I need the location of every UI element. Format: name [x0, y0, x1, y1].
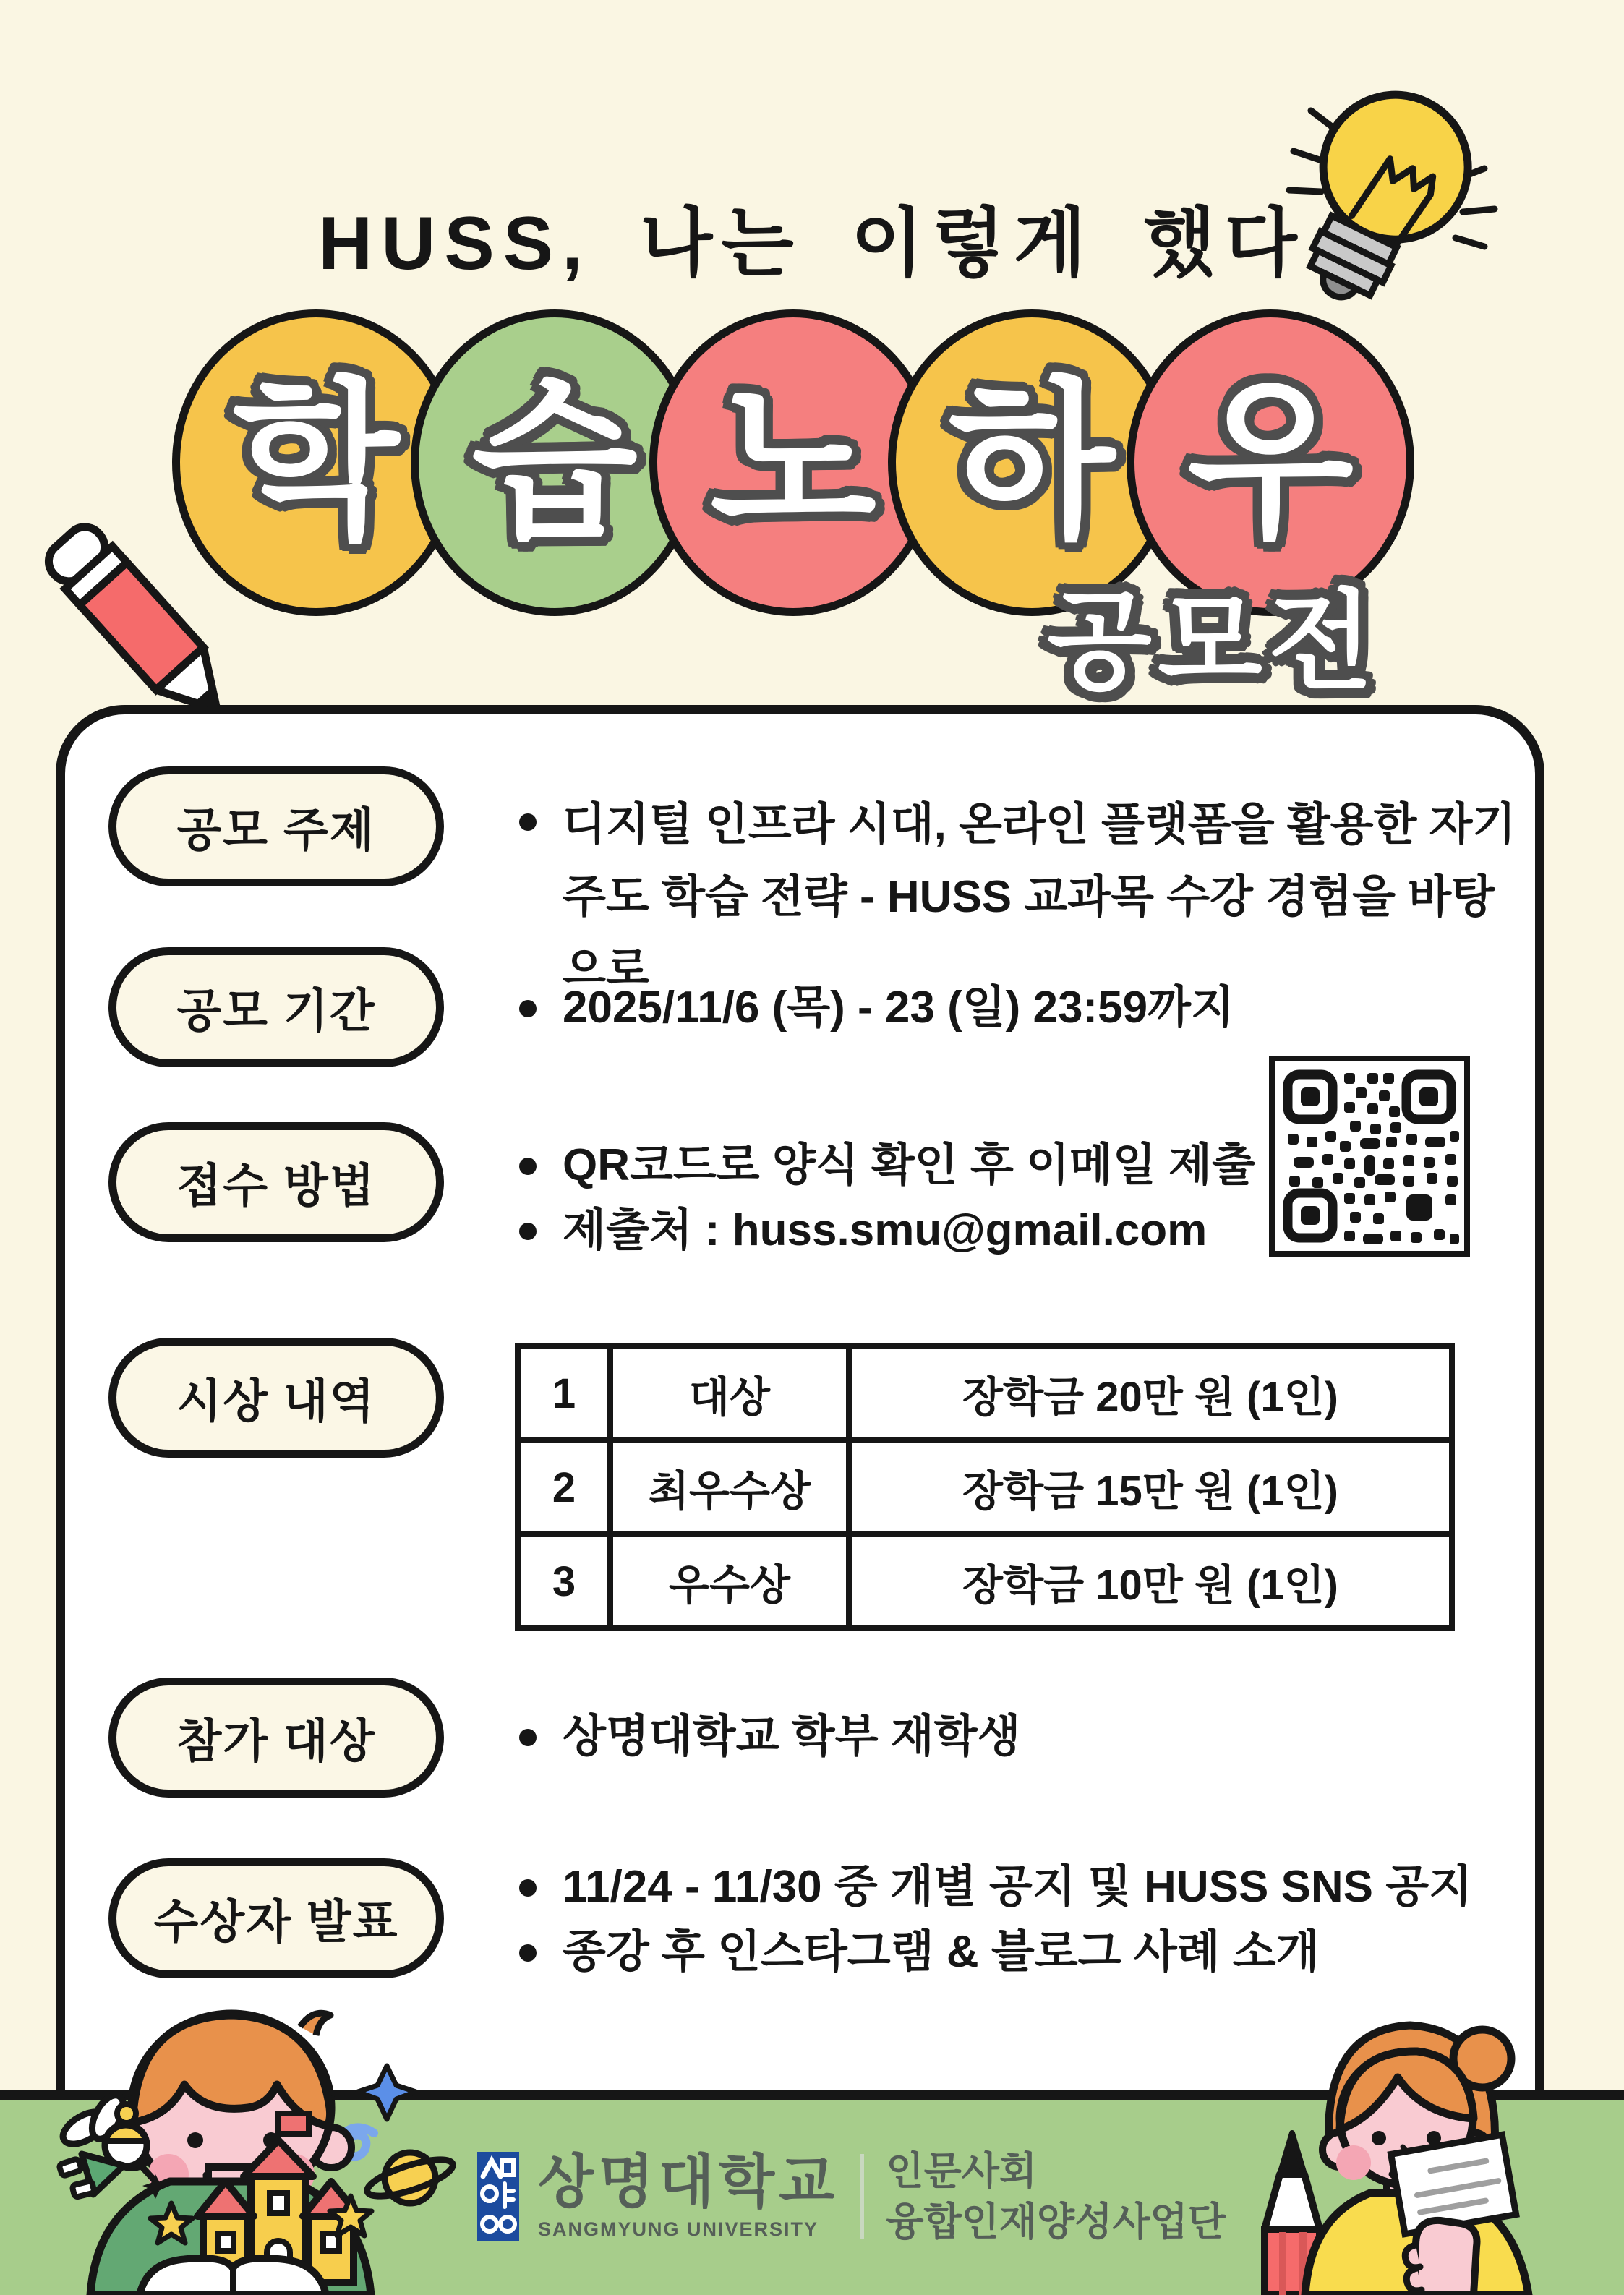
section-label-apply — [108, 1122, 444, 1242]
table-row — [518, 1440, 1452, 1534]
section-label-text: 공모 기간 — [176, 985, 376, 1037]
award-rank: 3 — [518, 1534, 610, 1628]
bullet-text: QR코드로 양식 확인 후 이메일 제출 — [563, 1140, 1255, 1190]
org-name-line1: 인문사회 — [886, 2149, 1038, 2193]
awards-table — [515, 1343, 1455, 1631]
award-prize: 장학금 10만 원 (1인) — [849, 1534, 1452, 1628]
bullet-item — [519, 1133, 1264, 1198]
bullet-dot — [519, 1223, 537, 1240]
section-label-text: 수상자 발표 — [153, 1896, 399, 1948]
bullet-dot — [519, 1879, 537, 1897]
award-name: 최우수상 — [610, 1440, 849, 1534]
award-prize: 장학금 20만 원 (1인) — [849, 1346, 1452, 1440]
bullet-dot — [519, 813, 537, 831]
apply-bullets — [519, 1133, 1264, 1263]
section-label-text: 접수 방법 — [176, 1160, 376, 1212]
blue-star-icon — [358, 2066, 416, 2119]
footer-logo — [477, 2146, 1226, 2247]
award-rank: 2 — [518, 1440, 610, 1534]
section-label-eligibility — [108, 1678, 444, 1798]
org-name-line2: 융합인재양성사업단 — [886, 2200, 1226, 2244]
bullet-item — [519, 1855, 1553, 1920]
period-bullets — [519, 975, 1234, 1040]
eligibility-bullets — [519, 1704, 1020, 1769]
bullet-item — [519, 1198, 1264, 1263]
bullet-text: 종강 후 인스타그램 & 블로그 사례 소개 — [563, 1927, 1320, 1977]
title-letter: 우 — [1187, 367, 1354, 558]
girl-with-pencil-illustration — [1244, 1999, 1562, 2295]
bullet-item — [519, 1704, 1020, 1769]
section-label-text: 공모 주제 — [176, 804, 376, 856]
bullet-item — [519, 975, 1234, 1040]
bullet-item — [519, 789, 1531, 1006]
award-rank: 1 — [518, 1346, 610, 1440]
girl-figure — [1305, 2025, 1529, 2295]
pencil-icon — [13, 505, 266, 747]
bullet-item — [519, 1920, 1553, 1985]
bullet-text: 상명대학교 학부 재학생 — [563, 1711, 1021, 1761]
poster-tagline: HUSS, 나는 이렇게 했다 — [318, 202, 1306, 286]
fairy-icon — [33, 2093, 163, 2209]
section-label-text: 참가 대상 — [176, 1715, 376, 1767]
lightbulb-icon — [1269, 76, 1508, 336]
qr-code — [1269, 1056, 1470, 1257]
university-name: 상명대학교 — [538, 2149, 839, 2214]
award-name: 대상 — [610, 1346, 849, 1440]
title-letter: 노 — [710, 367, 876, 558]
logo-divider — [860, 2154, 864, 2239]
section-label-period — [108, 947, 444, 1067]
section-label-awards — [108, 1338, 444, 1458]
bullet-dot — [519, 1944, 537, 1962]
announcement-bullets — [519, 1855, 1553, 1985]
title-letter: 학 — [233, 367, 399, 558]
theme-bullets — [519, 789, 1531, 1006]
title-letter: 습 — [471, 367, 638, 558]
section-label-text: 시상 내역 — [176, 1375, 376, 1427]
table-row — [518, 1534, 1452, 1628]
award-name: 우수상 — [610, 1534, 849, 1628]
submission-email: 제출처 : huss.smu@gmail.com — [563, 1205, 1208, 1255]
bullet-dot — [519, 1158, 537, 1175]
award-prize: 장학금 15만 원 (1인) — [849, 1440, 1452, 1534]
table-row — [518, 1346, 1452, 1440]
planet-icon — [364, 2153, 456, 2204]
bullet-text: 디지털 인프라 시대, 온라인 플랫폼을 활용한 자기주도 학습 전략 - HUSS 교과목 수강 경험을 바탕으로 — [563, 800, 1516, 994]
poster-subtitle: 공모전 — [1047, 581, 1379, 702]
bullet-dot — [519, 1729, 537, 1746]
section-label-theme — [108, 766, 444, 886]
hand — [1416, 2221, 1477, 2295]
bullet-text: 11/24 - 11/30 중 개별 공지 및 HUSS SNS 공지 — [563, 1862, 1473, 1912]
sangmyung-emblem — [477, 2152, 519, 2241]
bullet-dot — [519, 1000, 537, 1017]
title-letter: 하 — [949, 367, 1115, 558]
university-name-en: SANGMYUNG UNIVERSITY — [538, 2218, 819, 2240]
bullet-text: 2025/11/6 (목) - 23 (일) 23:59까지 — [563, 983, 1234, 1033]
section-label-announcement — [108, 1858, 444, 1978]
